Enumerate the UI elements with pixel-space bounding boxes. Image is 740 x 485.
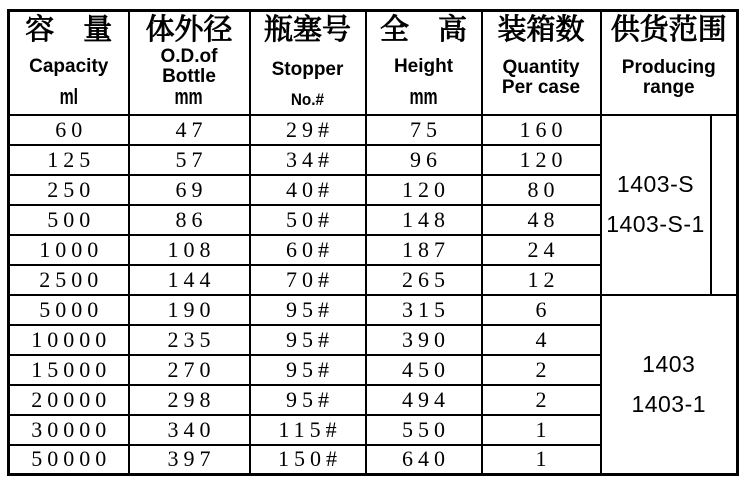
cell-od: 69: [129, 175, 250, 205]
cell-od: 190: [129, 295, 250, 325]
cell-height: 315: [366, 295, 482, 325]
cell-quantity: 160: [482, 115, 601, 145]
cell-height: 390: [366, 325, 482, 355]
col-header-capacity: [9, 11, 129, 115]
cell-height: 187: [366, 235, 482, 265]
cell-stopper: 95#: [250, 385, 366, 415]
range-en2-label: range: [642, 76, 695, 98]
capacity-unit-label: ml: [59, 84, 78, 110]
cell-capacity: 1000: [9, 235, 129, 265]
cell-stopper: 95#: [250, 355, 366, 385]
cell-stopper: 34#: [250, 145, 366, 175]
producing-range-group-1: [601, 115, 711, 295]
cell-quantity: 6: [482, 295, 601, 325]
cell-od: 57: [129, 145, 250, 175]
col-header-stopper: [250, 11, 366, 115]
cell-capacity: 30000: [9, 415, 129, 445]
cell-capacity: 500: [9, 205, 129, 235]
cell-quantity: 48: [482, 205, 601, 235]
cell-capacity: 20000: [9, 385, 129, 415]
cell-capacity: 125: [9, 145, 129, 175]
col-header-quantity: [482, 11, 601, 115]
height-cn-label: 全 高: [379, 14, 467, 46]
cell-stopper: 60#: [250, 235, 366, 265]
header-row: [9, 11, 738, 115]
cell-quantity: 1: [482, 415, 601, 445]
table-row: [9, 115, 738, 145]
spec-table: [7, 9, 739, 476]
od-cn-label: 体外径: [145, 14, 233, 46]
quantity-en2-label: Per case: [501, 76, 581, 98]
height-en-label: Height: [393, 56, 454, 77]
col-header-od: [129, 11, 250, 115]
cell-stopper: 29#: [250, 115, 366, 145]
stopper-en-label: Stopper: [271, 58, 344, 80]
height-unit-label: mm: [409, 84, 438, 110]
cell-quantity: 2: [482, 385, 601, 415]
range-model: 1403-1: [631, 390, 707, 417]
range-cn-label: 供货范围: [610, 14, 727, 46]
cell-capacity: 10000: [9, 325, 129, 355]
cell-stopper: 40#: [250, 175, 366, 205]
quantity-cn-label: 装箱数: [497, 14, 585, 46]
cell-height: 96: [366, 145, 482, 175]
cell-od: 235: [129, 325, 250, 355]
cell-height: 640: [366, 445, 482, 475]
cell-stopper: 95#: [250, 325, 366, 355]
od-en2-label: Bottle: [162, 65, 216, 87]
cell-height: 75: [366, 115, 482, 145]
empty-strip-cell: [711, 115, 738, 295]
cell-height: 494: [366, 385, 482, 415]
col-header-height: [366, 11, 482, 115]
capacity-cn-label: 容 量: [25, 14, 113, 46]
cell-stopper: 70#: [250, 265, 366, 295]
cell-stopper: 95#: [250, 295, 366, 325]
col-header-producing-range: [601, 11, 738, 115]
cell-height: 148: [366, 205, 482, 235]
cell-quantity: 120: [482, 145, 601, 175]
cell-quantity: 12: [482, 265, 601, 295]
cell-od: 108: [129, 235, 250, 265]
cell-capacity: 5000: [9, 295, 129, 325]
cell-od: 144: [129, 265, 250, 295]
cell-quantity: 24: [482, 235, 601, 265]
cell-od: 298: [129, 385, 250, 415]
cell-stopper: 150#: [250, 445, 366, 475]
cell-od: 340: [129, 415, 250, 445]
cell-height: 265: [366, 265, 482, 295]
cell-quantity: 4: [482, 325, 601, 355]
cell-capacity: 250: [9, 175, 129, 205]
cell-capacity: 15000: [9, 355, 129, 385]
stopper-unit-label: No.#: [290, 90, 325, 110]
range-en-label: Producing: [621, 57, 716, 79]
cell-capacity: 2500: [9, 265, 129, 295]
table-row: [9, 295, 738, 325]
cell-stopper: 115#: [250, 415, 366, 445]
cell-quantity: 1: [482, 445, 601, 475]
cell-quantity: 2: [482, 355, 601, 385]
cell-od: 86: [129, 205, 250, 235]
producing-range-group-2: [601, 295, 738, 475]
od-unit-label: mm: [174, 84, 204, 110]
cell-stopper: 50#: [250, 205, 366, 235]
cell-height: 120: [366, 175, 482, 205]
cell-od: 270: [129, 355, 250, 385]
od-en-label: O.D.of: [160, 46, 218, 68]
cell-capacity: 50000: [9, 445, 129, 475]
stopper-cn-label: 瓶塞号: [263, 14, 351, 46]
cell-quantity: 80: [482, 175, 601, 205]
range-model: 1403-S-1: [606, 211, 705, 237]
range-model: 1403-S: [616, 171, 695, 197]
cell-height: 450: [366, 355, 482, 385]
cell-height: 550: [366, 415, 482, 445]
quantity-en-label: Quantity: [502, 57, 580, 79]
range-model: 1403: [642, 350, 696, 377]
capacity-en-label: Capacity: [29, 56, 109, 77]
cell-od: 47: [129, 115, 250, 145]
cell-capacity: 60: [9, 115, 129, 145]
cell-od: 397: [129, 445, 250, 475]
